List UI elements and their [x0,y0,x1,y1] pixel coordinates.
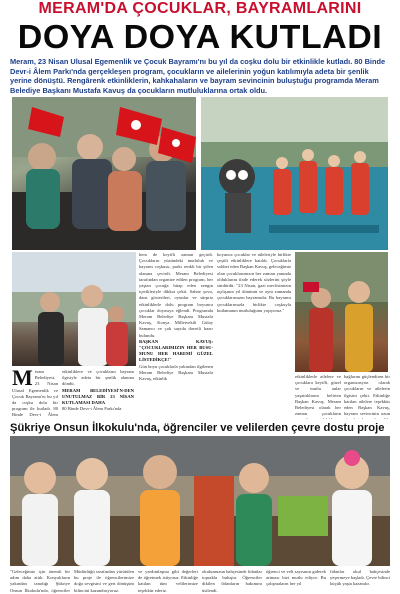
article2-headline: Şükriye Onsun İlkokulu'nda, öğrenciler ve velilerden çevre dostu proje [10,422,385,434]
students-photo-illustration [10,436,390,566]
article1-column-5 [295,374,341,419]
article2-column-6: fidanlar okul bahçesinde yeşermeye başladı. Çevre bilinci küçük yaşta kazanılır. [330,569,390,587]
article1-column-6 [344,374,390,419]
article1-col6-text: bağlarını güçlendiren bir organizasyon olarak çocukların ve ailelerin ilgisini çekti. Etkinliğe katılan ailelere teşekkür eden Başkan Kavuş, bayram sevincinin uzun [344,374,390,417]
article2-column-3: ve yardımlaşma gibi değerleri de öğretmek istiyoruz. Etkinliğe katılan tüm velilerimize teşekkür ederiz. [138,569,198,593]
article1-column-1 [12,369,58,419]
performers-photo [295,252,388,372]
article1-col2-text-b: 80 Binde Devr-i Âlem Parkı'nda [62,406,122,412]
article1-column-2 [62,369,134,419]
article1-subheading-1: MERAM BELEDİYESİ'N-DEN UNUTULMAZ BİR 23 NİSAN KUTLAMASI DAHA [62,387,134,406]
kicker-title: MERAM'DA ÇOCUKLAR, BAYRAMLARINI [38,0,362,17]
article1-col3-text: hem de keyifli zaman geçirdi. Çocukların yüzündeki mutluluk ve bayram coşkusu, parkı renkli bir şölen alanına çevirdi. Meram Belediyesi tarafından organize edilen program, her yaştan çocuğa hitap eden zengin içerikleriyle dikkat çekti. Sahne şovu, dans gösterileri, oyunlar ve sürpriz etkinliklerle dolu program boyunca çocuklar doyasıya eğlendi. Programda Meram Belediye Başkanı Mustafa Kavuş, Konya Milletvekili Gülay Samancı ve çok sayıda davetli hazır bulundu. [139,252,213,338]
article1-col4-text: boyunca çocuklar ve aileleriyle birlikte çeşitli etkinliklere katıldı. Çocuklarla sohbet eden Başkan Kavuş, geleceğimiz olan çocuklarımızın her zaman yanında olduklarını ifade ederek sözlerini şöyle sürdürdü: "23 Nisan, gazi meclisimizin açılışının yıl dönümü ve aynı zamanda çocuklarımızın bayramıdır. Bu bayramı çocuklarımızla birlikte coşkuyla kutlamanın mutluluğunu yaşıyoruz." [217,252,291,313]
students-photo [10,436,390,566]
article1-column-4 [217,252,291,419]
family-photo-illustration [12,252,136,366]
article2-column-5: öğrenci ve veli sayısının giderek artması bizi mutlu ediyor. Bu çalışmaların her yıl [266,569,326,587]
main-headline: DOYA DOYA KUTLADI [17,18,383,55]
article1-col5-text: etkinliklerle ailelere ve çocuklara keyifli, güzel ve mutlu anlar yaşattıklarını belirten Başkan Kavuş, Meram Belediyesi olarak her zaman çocukların [295,374,341,417]
article1-col3-text-b: Gün boyu çocuklarla yakından ilgilenen Meram Belediye Başkanı Mustafa Kavuş, etkinlik [139,363,213,382]
crowd-photo [12,97,196,250]
stage-photo-illustration [201,97,388,250]
family-photo [12,252,136,366]
stage-photo [201,97,388,250]
article2-column-1: "Geleceğimiz için önemli bir adım daha attık. Konyalıların yakından tanıdığı Şükriye Onsun İlkokulu'nda, öğrenciler [10,569,70,593]
article2-column-4: okulumuzun bahçesinde fidanlar toprakla buluştu. Öğrenciler dikilen fidanların bakımını üstlendi. [202,569,262,593]
dropcap-letter: M [12,369,33,390]
article1-col1-text: eram Belediyesi, 23 Nisan Ulusal Egemenlik ve Çocuk Bayramı'nı bu yıl da coşku dolu bir program ile kutladı. 80 Binde Devr-i Âlem [12,369,58,418]
article2-column-2: Müdürlüğü tarafından yürütülen bu proje ile öğrencilerimize doğa sevgisini ve geri dönüşüm bilincini kazandırıyoruz. [74,569,134,593]
article1-column-3 [139,252,213,419]
lead-paragraph: Meram, 23 Nisan Ulusal Egemenlik ve Çocuk Bayramı'nı bu yıl da coşku dolu bir etkinlikle kutladı. 80 Binde Devr-i Âlem Parkı'nda gerçekleşen program, çocukların ve ailelerinin yoğun katılımıyla adeta bir şenlik yerine dönüştü. Rengârenk etkinliklerin, kahkahaların ve bayram sevincinin buluştuğu programda Meram Belediye Başkanı Mustafa Kavuş da çocukların mutluluklarına ortak oldu. [10,57,386,95]
article1-subheading-2: BAŞKAN KAVUŞ: "ÇOCUKLARIMIZIN HER BUSU-MUNU HER HAREMİ GÜZEL LİSTEDİKÇE!" [139,338,213,363]
article1-col2-text: etkinliklere ve çocukların bayram ilgisiyle adeta bir şenlik alanına döndü. [62,369,134,387]
crowd-photo-illustration [12,97,196,250]
performers-photo-illustration [295,252,388,372]
